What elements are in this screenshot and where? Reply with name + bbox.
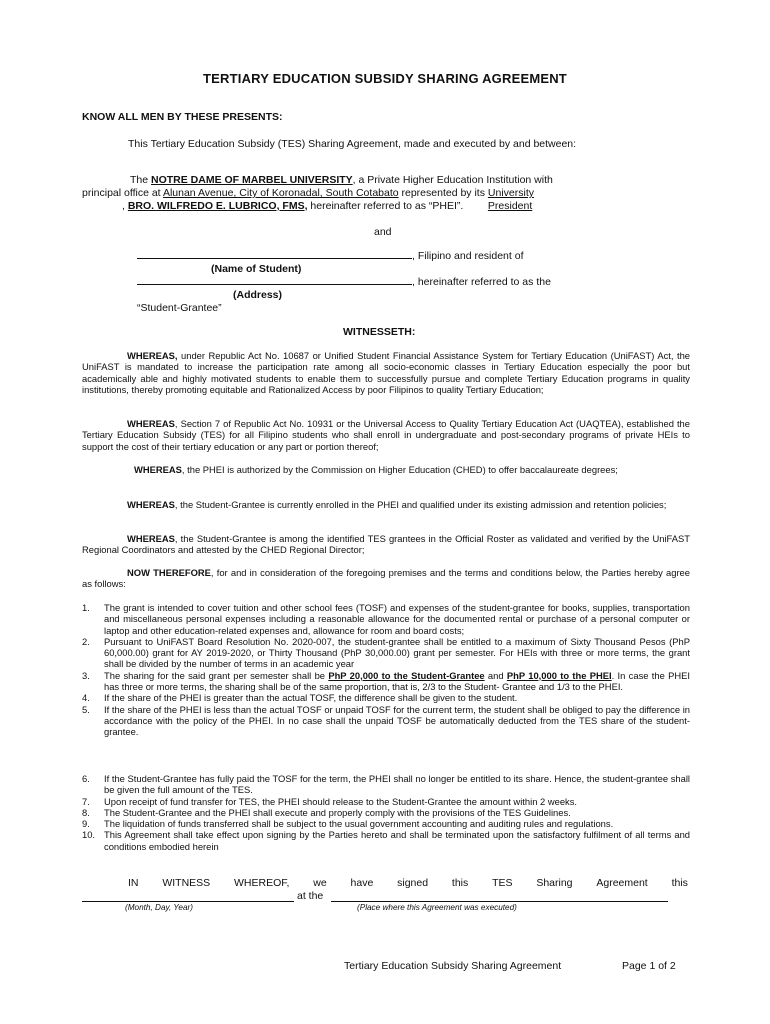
list-item: 5. If the share of the PHEI is less than the actual TOSF or unpaid TOSF for the current term, the student shall be obliged to pay the difference in accordance with the policy of the PHEI. In no case shall the unpaid TOSF be automatically deducted from the TES share of the student-grantee. [82,703,690,738]
party1-line3: , BRO. WILFREDO E. LUBRICO, FMS, hereinafter referred to as “PHEI”. [122,200,464,212]
school-address: Alunan Avenue, City of Koronadal, South Cotabato [162,187,399,199]
list-item: 8. The Student-Grantee and the PHEI shall execute and properly comply with the provisions of the TES Guidelines. [82,806,571,818]
student-line1-suffix: , Filipino and resident of [412,250,524,262]
whereas-clause-1: WHEREAS, under Republic Act No. 10687 or Unified Student Financial Assistance System for Tertiary Education (UniFAST) Act, the UniFAST is mandated to increase the participation rate among all socio-economic classes in Tertiary Education especially the poor but academically able and highly motivated students to enable them to successfully pursue and complete Tertiary Education programs in quality institutions, thereby promoting equitable and Rationalized Access by poor Filipinos to quality Tertiary Education; [82,350,690,395]
phei-share: PhP 10,000 to the PHEI [506,669,612,681]
date-label: (Month, Day, Year) [125,903,193,912]
now-therefore-clause: NOW THEREFORE, for and in consideration of the foregoing premises and the terms and conditions below, the Parties hereby agree as follows: [82,567,690,590]
list-item: 7. Upon receipt of fund transfer for TES, the PHEI should release to the Student-Grantee the amount within 2 weeks. [82,795,578,807]
intro-sentence: This Tertiary Education Subsidy (TES) Sharing Agreement, made and executed by and between: [128,138,577,150]
and-text: and [374,226,392,238]
list-item: 9. The liquidation of funds transferred shall be subject to the usual government accounting and auditing rules and regulations. [82,818,614,830]
list-item: 1. The grant is intended to cover tuition and other school fees (TOSF) and expenses of the student-grantee for books, supplies, transportation and miscellaneous personal expenses including a reasonable allowance for the documented rental or purchase of a personal computer or laptop and other education-related expenses and, allowance for room and board costs; [82,602,690,636]
document-title: TERTIARY EDUCATION SUBSIDY SHARING AGREEMENT [203,71,567,86]
footer-page-number: Page 1 of 2 [622,960,676,972]
list-item: 2. Pursuant to UniFAST Board Resolution No. 2020-007, the student-grantee shall be entitled to a maximum of Sixty Thousand Pesos (PhP 60,000.00) grant for AY 2019-2020, or Thirty Thousand (PhP 30,000.00) grant per semester. For HEIs with three or more terms, the grant shall be divided by the number of terms in an academic year [82,635,690,670]
student-address-blank [137,284,412,285]
party1-line1: The NOTRE DAME OF MARBEL UNIVERSITY, a Private Higher Education Institution with [130,174,553,186]
student-grantee-label: “Student-Grantee” [137,302,222,314]
know-all-heading: KNOW ALL MEN BY THESE PRESENTS: [82,111,283,123]
president-position: University President [487,187,534,212]
student-line2-suffix: , hereinafter referred to as the [412,276,551,288]
name-of-student-label: (Name of Student) [211,263,302,275]
list-item: 3. The sharing for the said grant per semester shall be PhP 20,000 to the Student-Grantee and PhP 10,000 to the PHEI. In case the PHEI has three or more terms, the sharing shall be of the same proportion, that is, 2/3 to the Student- Grantee and 1/3 to the PHEI. [82,669,690,693]
at-the-text: at the [297,890,324,902]
list-item: 6. If the Student-Grantee has fully paid the TOSF for the term, the PHEI shall no longer be entitled to its share. Hence, the student-grantee shall be given the full amount of the TES. [82,773,690,796]
witnesseth-heading: WITNESSETH: [343,326,416,338]
list-item: 4. If the share of the PHEI is greater than the actual TOSF, the difference shall be given to the student. [82,692,518,704]
whereas-clause-2: WHEREAS, Section 7 of Republic Act No. 10931 or the Universal Access to Quality Tertiary Education Act (UAQTEA), established the Tertiary Education Subsidy (TES) for all Filipino students who shall enroll in undergraduate and post-secondary programs of private HEIs to support the cost of their tertiary education or any part or portion thereof; [82,418,690,452]
footer-document-name: Tertiary Education Subsidy Sharing Agreement [344,960,562,972]
whereas-clause-3: WHEREAS, the PHEI is authorized by the Commission on Higher Education (CHED) to offer baccalaureate degrees; [134,464,618,475]
whereas-clause-4: WHEREAS, the Student-Grantee is currently enrolled in the PHEI and qualified under its existing admission and retention policies; [127,499,667,510]
place-label: (Place where this Agreement was executed) [357,903,517,912]
student-share: PhP 20,000 to the Student-Grantee [328,669,485,681]
whereas-clause-5: WHEREAS, the Student-Grantee is among the identified TES grantees in the Official Roster as validated and verified by the UniFAST Regional Coordinators and attested by the CHED Regional Director; [82,533,690,556]
school-name: NOTRE DAME OF MARBEL UNIVERSITY [151,174,353,186]
president-name: BRO. WILFREDO E. LUBRICO, FMS, [127,200,308,212]
place-blank [331,901,668,902]
terms-list-a [82,602,690,738]
date-blank [82,901,294,902]
party1-line2: principal office at Alunan Avenue, City of Koronadal, South Cotabato represented by its University President [82,187,534,212]
terms-list-b [82,773,690,852]
witness-line: IN WITNESS WHEREOF, we have signed this TES Sharing Agreement this [128,877,688,889]
list-item: 10. This Agreement shall take effect upon signing by the Parties hereto and shall be terminated upon the satisfactory fulfilment of all terms and conditions embodied herein [82,829,690,852]
address-label: (Address) [233,289,283,301]
student-name-blank [137,258,412,259]
